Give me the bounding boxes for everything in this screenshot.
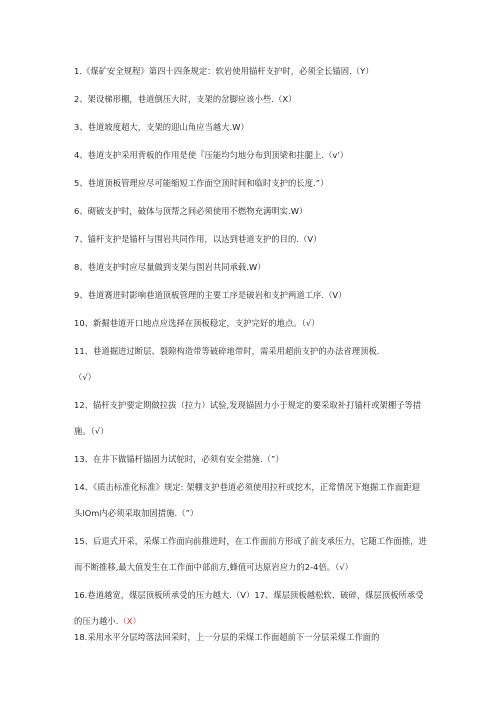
- question-10: 10、新掘巷道开口地点应选择在顶板稳定，支护完好的地点。（√）: [74, 318, 320, 328]
- question-15-continued: 而不断推移,最大值发生在工作面中部前方,蜂值可达原岩应力的2-4倍。（√）: [74, 562, 354, 572]
- question-17-answer: （X）: [118, 616, 141, 626]
- question-8: 8、巷道支护时应尽量做到支架与围岩共同承载.W）: [74, 262, 266, 272]
- question-17-text: 的压力越小.: [74, 616, 119, 626]
- question-4: 4、巷道支护采用背板的作用是使『压能均匀地分布到顶梁和拄腿上.（v'）: [74, 150, 349, 160]
- question-16-17: 16.巷道越宽，煤层顶板所承受的压力越大.（V）17、煤层顶板越松软、破碎，煤层顶板所承受: [74, 590, 424, 600]
- question-11: 11、巷道掘进过断层、裂隙构造带等破碎地带时，需采用超前支护的办法省理顶板.: [74, 346, 380, 356]
- question-2: 2、架设梯形棚，巷道倒压大时，支架的岔脚应该小些.（X）: [74, 94, 297, 104]
- question-3: 3、巷道坡度超大，支架的迎山角应当越大.W）: [74, 122, 249, 132]
- question-13: 13、在井下做锚杆锚固力试鸵时，必须有安全措施.（”）: [74, 454, 284, 464]
- question-14-continued: 头lOm内必须采取加固措施.（”）: [74, 508, 199, 518]
- question-15: 15、后退式开采，采煤工作面向前推进时，在工作面前方形成了前支承压力，它随工作面推，进: [74, 536, 427, 546]
- question-18: 18.采用水平分层垮落法回采时，上一分层的采煤工作面超前下一分层采煤工作面的: [74, 632, 380, 642]
- question-14: 14、《质击标准化标准》规定: 架棚支护巷道必须使用拉杆或挖木，正常情况下炮掘工作面距迎: [74, 482, 420, 492]
- question-1: 1.《煤矿安全规程》第四十四条规定：软岩使用锚杆支护时，必须全长锚固.（Y）: [74, 66, 374, 76]
- question-9: 9、巷道赛进时影响巷道顶板管理的主要工序是破岩和支护两道工序.（V）: [74, 290, 347, 300]
- question-12-continued: 施。（√）: [74, 426, 109, 436]
- question-6: 6、砌破支护时，破体与顶帮之间必须使用不燃物充满明实.W）: [74, 206, 308, 216]
- question-12: 12、锚杆支护要定期做拉拔（拉力）试验,发现锚固力小于规定的要采取补打锚杆或架棚子等措: [74, 400, 422, 410]
- question-17-continued: [74, 616, 479, 626]
- question-5: 5、巷道顶板管理应尽可能缩短工作面空顶时间和临时支护的长度.”）: [74, 178, 329, 188]
- question-7: 7、锚杆支护是锚杆与围岩共同作用，以达到巷道支护的目的.（V）: [74, 234, 322, 244]
- question-11-answer: （√）: [74, 372, 97, 382]
- document-page: [74, 66, 479, 642]
